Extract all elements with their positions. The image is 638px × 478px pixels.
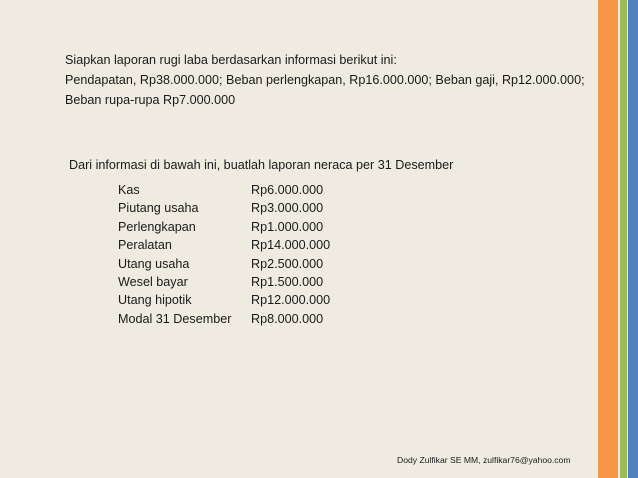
author-footer: Dody Zulfikar SE MM, zulfikar76@yahoo.com xyxy=(397,455,571,465)
account-row xyxy=(118,310,330,328)
account-row xyxy=(118,255,330,273)
account-value: Rp14.000.000 xyxy=(251,238,331,253)
account-row xyxy=(118,291,330,309)
intro-line: Pendapatan, Rp38.000.000; Beban perlengkapan, Rp16.000.000; Beban gaji, Rp12.000.000; xyxy=(65,73,585,87)
blue-stripe xyxy=(628,0,638,478)
account-value: Rp1.500.000 xyxy=(251,274,324,289)
instruction-text: Dari informasi di bawah ini, buatlah laporan neraca per 31 Desember xyxy=(69,158,454,172)
account-value: Rp3.000.000 xyxy=(251,201,324,216)
account-row xyxy=(118,218,330,236)
account-value: Rp8.000.000 xyxy=(251,311,324,326)
account-label: Peralatan xyxy=(118,238,172,253)
account-list xyxy=(118,181,330,328)
account-label: Piutang usaha xyxy=(118,201,199,216)
account-row xyxy=(118,199,330,217)
account-label: Kas xyxy=(118,183,140,197)
intro-line: Siapkan laporan rugi laba berdasarkan informasi berikut ini: xyxy=(65,53,397,67)
intro-paragraph xyxy=(65,50,605,110)
account-value: Rp12.000.000 xyxy=(251,293,331,308)
account-label: Utang usaha xyxy=(118,256,190,271)
intro-line: Beban rupa-rupa Rp7.000.000 xyxy=(65,93,236,107)
account-label: Perlengkapan xyxy=(118,219,196,234)
account-label: Modal 31 Desember xyxy=(118,311,232,326)
green-stripe xyxy=(620,0,627,478)
account-value: Rp6.000.000 xyxy=(251,183,324,197)
account-row xyxy=(118,181,330,199)
account-label: Utang hipotik xyxy=(118,293,192,308)
account-value: Rp2.500.000 xyxy=(251,256,324,271)
account-row xyxy=(118,273,330,291)
account-value: Rp1.000.000 xyxy=(251,219,324,234)
account-row xyxy=(118,236,330,254)
account-label: Wesel bayar xyxy=(118,274,188,289)
